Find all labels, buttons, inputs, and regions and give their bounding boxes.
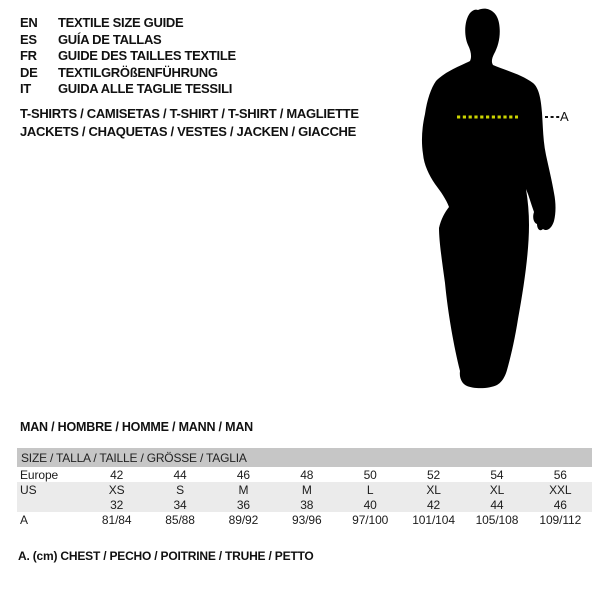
cell-value: 46 bbox=[529, 497, 592, 512]
measurement-footnote: A. (cm) CHEST / PECHO / POITRINE / TRUHE / PETTO bbox=[18, 549, 314, 563]
cell-value: 46 bbox=[236, 467, 251, 482]
cell-value: 52 bbox=[426, 467, 441, 482]
cell-value: 105/108 bbox=[475, 513, 519, 527]
cell-value: 44 bbox=[465, 497, 528, 512]
garment-categories bbox=[20, 105, 359, 142]
cell-value: XXL bbox=[529, 482, 592, 497]
language-label: GUIDA ALLE TAGLIE TESSILI bbox=[58, 81, 233, 97]
section-title-man: MAN / HOMBRE / HOMME / MANN / MAN bbox=[20, 420, 253, 434]
language-row-en bbox=[20, 15, 236, 32]
cell-value: 56 bbox=[553, 467, 567, 482]
cell-value: 40 bbox=[339, 497, 402, 512]
cell-value: 48 bbox=[300, 467, 314, 482]
cell-value: 85/88 bbox=[165, 513, 195, 527]
row-label: A bbox=[20, 513, 28, 527]
cell-value: 42 bbox=[402, 497, 465, 512]
cell-value: 54 bbox=[490, 467, 504, 482]
cell-value: XL bbox=[465, 482, 528, 497]
language-code: EN bbox=[20, 15, 38, 30]
row-label: Europe bbox=[20, 467, 59, 482]
size-table-header: SIZE / TALLA / TAILLE / GRÖSSE / TAGLIA bbox=[17, 448, 592, 467]
cell-value: 109/112 bbox=[539, 513, 582, 527]
language-code: DE bbox=[20, 64, 38, 80]
cell-value: 44 bbox=[173, 467, 187, 482]
language-label: TEXTILGRÖßENFÜHRUNG bbox=[58, 64, 218, 80]
man-silhouette-svg bbox=[390, 0, 600, 400]
language-guide-list bbox=[20, 15, 236, 98]
language-row-it bbox=[20, 81, 236, 98]
cell-value: 97/100 bbox=[352, 513, 389, 527]
size-table bbox=[17, 448, 592, 528]
language-code: IT bbox=[20, 81, 31, 97]
cell-value: M bbox=[275, 482, 338, 497]
cell-value: 36 bbox=[212, 497, 275, 512]
measure-label-a: A bbox=[560, 109, 569, 124]
cell-value: XL bbox=[402, 482, 465, 497]
category-line-jackets: JACKETS / CHAQUETAS / VESTES / JACKEN / GIACCHE bbox=[20, 124, 356, 140]
language-row-de bbox=[20, 65, 236, 82]
language-code: ES bbox=[20, 31, 37, 47]
language-code: FR bbox=[20, 48, 37, 64]
table-row-europe bbox=[17, 467, 592, 482]
cell-value: 34 bbox=[148, 497, 211, 512]
cell-value: 93/96 bbox=[292, 513, 322, 527]
language-label: GUÍA DE TALLAS bbox=[58, 31, 162, 47]
table-row-us-numbers bbox=[17, 497, 592, 512]
size-table-header-row bbox=[17, 448, 592, 467]
row-label: US bbox=[17, 482, 85, 497]
language-label: GUIDE DES TAILLES TEXTILE bbox=[58, 48, 236, 64]
cell-value: XS bbox=[85, 482, 148, 497]
language-row-es bbox=[20, 32, 236, 49]
cell-value: 50 bbox=[363, 467, 377, 482]
cell-value: 89/92 bbox=[228, 513, 259, 527]
table-row-us-letters bbox=[17, 482, 592, 497]
category-line-tshirts: T-SHIRTS / CAMISETAS / T-SHIRT / T-SHIRT / MAGLIETTE bbox=[20, 106, 359, 121]
man-silhouette-figure bbox=[390, 0, 600, 400]
cell-value: S bbox=[148, 482, 211, 497]
cell-value: 81/84 bbox=[101, 513, 132, 527]
cell-value: 101/104 bbox=[412, 513, 455, 527]
cell-value: 38 bbox=[275, 497, 338, 512]
cell-value: L bbox=[339, 482, 402, 497]
cell-value: 42 bbox=[110, 467, 124, 482]
language-row-fr bbox=[20, 48, 236, 65]
table-row-a-chest bbox=[17, 512, 592, 528]
cell-value: 32 bbox=[85, 497, 148, 512]
cell-value: M bbox=[212, 482, 275, 497]
man-silhouette-shape bbox=[422, 9, 556, 388]
row-label bbox=[17, 497, 85, 512]
language-label: TEXTILE SIZE GUIDE bbox=[58, 15, 184, 30]
